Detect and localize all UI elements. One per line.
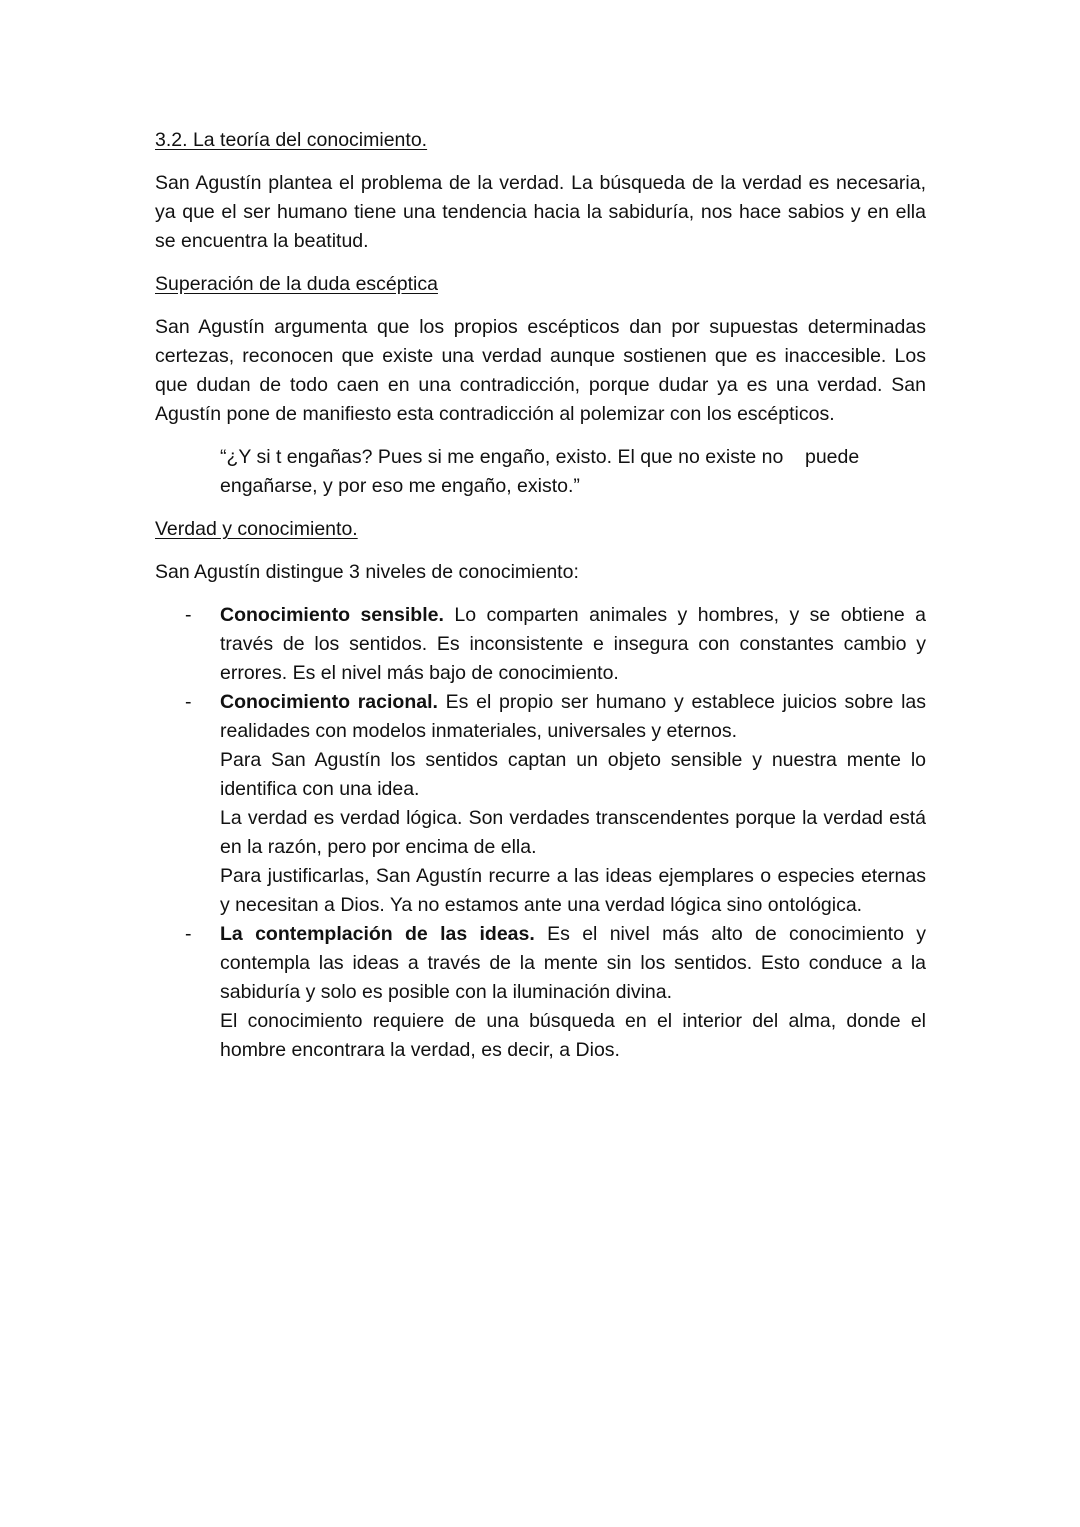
- document-page: [155, 126, 926, 1065]
- augustine-quote: “¿Y si t engañas? Pues si me engaño, existo. El que no existe no puede engañarse, y por eso me engaño, existo.”: [220, 446, 865, 497]
- list-item-racional: [155, 688, 926, 920]
- list-dash: -: [185, 604, 192, 626]
- intro-paragraph: San Agustín plantea el problema de la verdad. La búsqueda de la verdad es necesaria, ya que el ser humano tiene una tendencia hacia la sabiduría, nos hace sabios y en ella se encuentra la beatitud.: [155, 172, 926, 252]
- section-title: 3.2. La teoría del conocimiento.: [155, 129, 428, 151]
- level-paragraph: [220, 601, 926, 688]
- level-title: Conocimiento sensible.: [220, 604, 444, 626]
- level-paragraph: [220, 688, 926, 746]
- level-text: Es el propio ser humano y establece juicios sobre las realidades con modelos inmateriales, universales y eternos.: [220, 691, 926, 742]
- skeptic-heading: Superación de la duda escéptica: [155, 273, 438, 295]
- list-item-sensible: [155, 601, 926, 688]
- level-title: Conocimiento racional.: [220, 691, 438, 713]
- level-paragraph: Para San Agustín los sentidos captan un objeto sensible y nuestra mente lo identifica con una idea.: [220, 749, 926, 800]
- list-item-contemplacion: [155, 920, 926, 1065]
- list-dash: -: [185, 923, 192, 945]
- skeptic-paragraph: San Agustín argumenta que los propios escépticos dan por supuestas determinadas certezas, reconocen que existe una verdad aunque sostienen que es inaccesible. Los que dudan de todo caen en una contradicción, porque dudar ya es una verdad. San Agustín pone de manifiesto esta contradicción al polemizar con los escépticos.: [155, 316, 926, 425]
- list-dash: -: [185, 691, 192, 713]
- level-paragraph: [220, 920, 926, 1007]
- level-title: La contemplación de las ideas.: [220, 923, 535, 945]
- level-paragraph: La verdad es verdad lógica. Son verdades transcendentes porque la verdad está en la razón, pero por encima de ella.: [220, 807, 926, 858]
- level-paragraph: El conocimiento requiere de una búsqueda en el interior del alma, donde el hombre encontrara la verdad, es decir, a Dios.: [220, 1010, 926, 1061]
- level-paragraph: Para justificarlas, San Agustín recurre a las ideas ejemplares o especies eternas y necesitan a Dios. Ya no estamos ante una verdad lógica sino ontológica.: [220, 865, 926, 916]
- knowledge-levels-list: [155, 601, 926, 1065]
- level-text: Lo comparten animales y hombres, y se obtiene a través de los sentidos. Es inconsistente e insegura con constantes cambio y errores. Es el nivel más bajo de conocimiento.: [220, 604, 926, 684]
- truth-heading: Verdad y conocimiento.: [155, 518, 358, 540]
- truth-intro: San Agustín distingue 3 niveles de conocimiento:: [155, 561, 579, 583]
- level-text: Es el nivel más alto de conocimiento y contempla las ideas a través de la mente sin los sentidos. Esto conduce a la sabiduría y solo es posible con la iluminación divina.: [220, 923, 927, 1003]
